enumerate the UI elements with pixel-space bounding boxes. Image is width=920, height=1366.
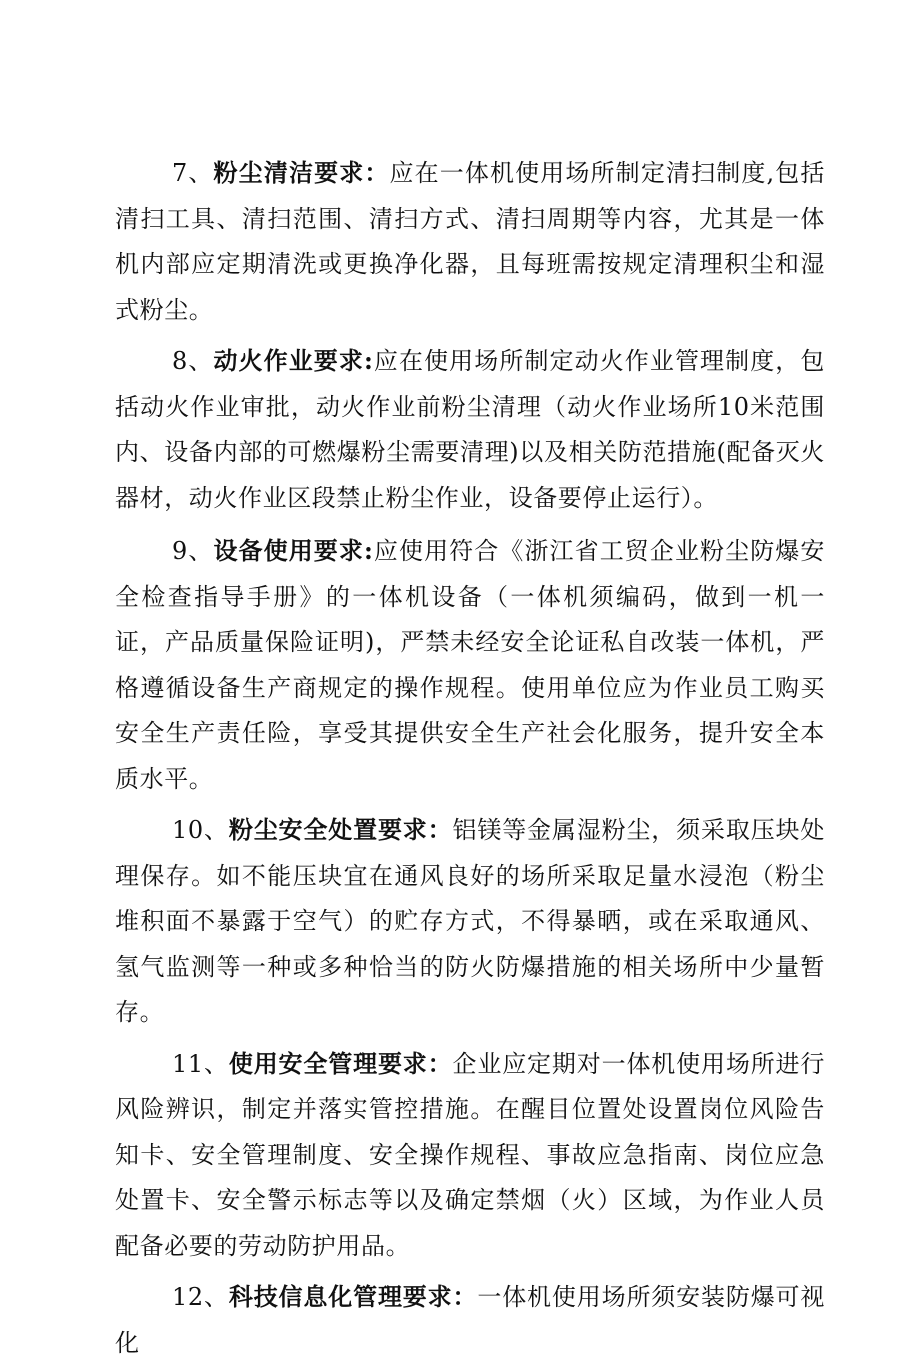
section-text: 应使用符合《浙江省工贸企业粉尘防爆安全检查指导手册》的一体机设备（一体机须编码，做到一机一证，产品质量保险证明)，严禁未经安全论证私自改装一体机，严格遵循设备生产商规定的操作规程。使用单位应为作业员工购买安全生产责任险，享受其提供安全生产社会化服务，提升安全本质水平。 — [115, 537, 825, 793]
section-number: 7、 — [172, 159, 214, 187]
section-heading: 动火作业要求: — [213, 346, 374, 375]
section-heading: 设备使用要求: — [213, 536, 374, 565]
paragraph-7 — [115, 150, 825, 333]
section-heading: 粉尘安全处置要求： — [228, 815, 453, 844]
section-text: 一体机使用场所须安装防爆可视化 — [115, 1283, 825, 1357]
document-body — [115, 150, 825, 1366]
paragraph-12 — [115, 1274, 825, 1366]
section-number: 9、 — [172, 537, 214, 565]
section-text: 应在使用场所制定动火作业管理制度，包括动火作业审批，动火作业前粉尘清理（动火作业场所10米范围内、设备内部的可燃爆粉尘需要清理)以及相关防范措施(配备灭火器材，动火作业区段禁止粉尘作业，设备要停止运行）。 — [115, 347, 825, 512]
section-number: 10、 — [172, 816, 229, 844]
section-text: 应在一体机使用场所制定清扫制度,包括清扫工具、清扫范围、清扫方式、清扫周期等内容，尤其是一体机内部应定期清洗或更换净化器，且每班需按规定清理积尘和湿式粉尘。 — [115, 159, 825, 324]
section-heading: 使用安全管理要求： — [228, 1048, 453, 1078]
section-number: 12、 — [172, 1283, 229, 1311]
section-text: 企业应定期对一体机使用场所进行风险辨识，制定并落实管控措施。在醒目位置处设置岗位风险告知卡、安全管理制度、安全操作规程、事故应急指南、岗位应急处置卡、安全警示标志等以及确定禁烟（火）区域，为作业人员配备必要的劳动防护用品。 — [115, 1049, 825, 1260]
paragraph-11 — [115, 1041, 825, 1270]
section-number: 8、 — [172, 347, 214, 375]
paragraph-8 — [115, 338, 825, 521]
paragraph-9 — [115, 528, 825, 802]
section-heading: 科技信息化管理要求： — [228, 1282, 478, 1311]
section-number: 11、 — [172, 1049, 229, 1078]
section-text: 铝镁等金属湿粉尘，须采取压块处理保存。如不能压块宜在通风良好的场所采取足量水浸泡（粉尘堆积面不暴露于空气）的贮存方式，不得暴晒，或在采取通风、氢气监测等一种或多种恰当的防火防爆措施的相关场所中少量暂存。 — [115, 816, 825, 1026]
section-heading: 粉尘清洁要求： — [213, 158, 390, 187]
paragraph-10 — [115, 807, 825, 1036]
